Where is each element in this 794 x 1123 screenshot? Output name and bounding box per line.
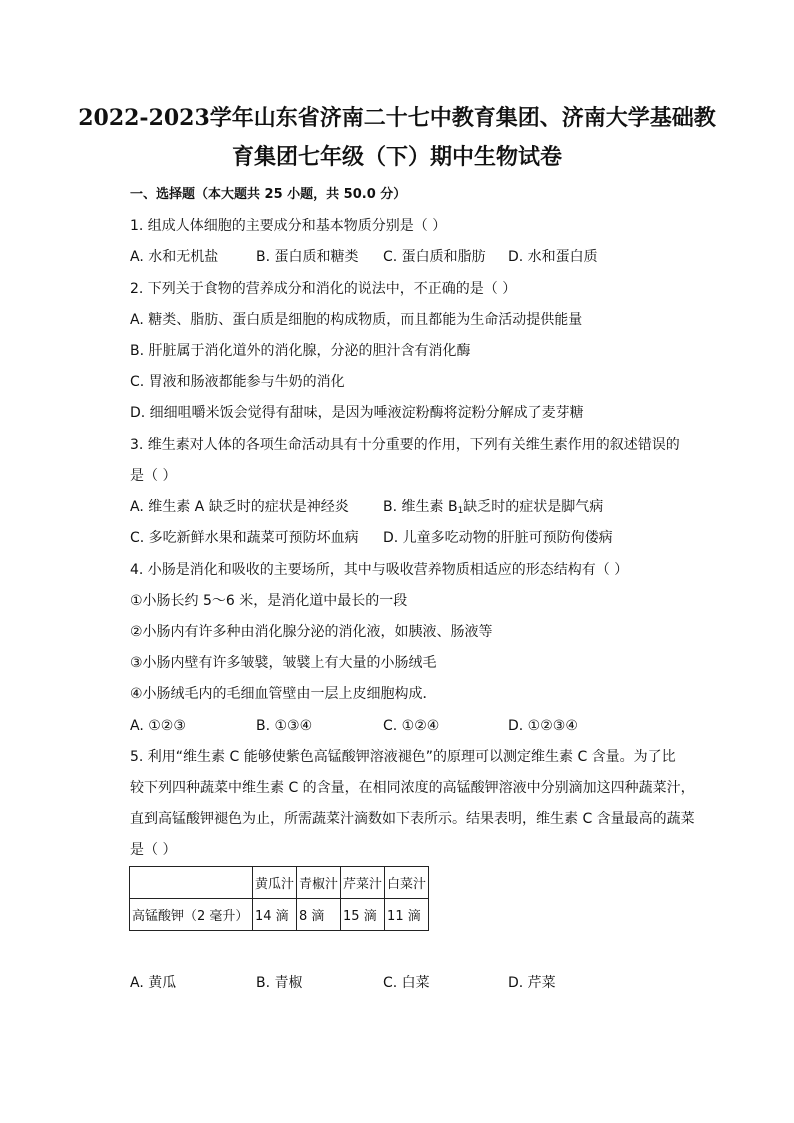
q5-option-b: B. 青椒 <box>256 975 303 991</box>
q4-item-2: ②小肠内有许多种由消化腺分泌的消化液，如胰液、肠液等 <box>130 624 493 640</box>
table-cell: 14 滴 <box>253 899 297 931</box>
section-heading: 一、选择题（本大题共 25 小题，共 50.0 分） <box>130 187 407 202</box>
q4-item-3: ③小肠内壁有许多皱襞，皱襞上有大量的小肠绒毛 <box>130 655 437 671</box>
q1-option-b: B. 蛋白质和糖类 <box>256 249 359 265</box>
q4-option-a: A. ①②③ <box>130 718 186 734</box>
table-header-cell: 芹菜汁 <box>341 867 385 899</box>
q4-option-c: C. ①②④ <box>383 718 440 734</box>
q3-option-d: D. 儿童多吃动物的肝脏可预防佝偻病 <box>383 530 613 546</box>
table-cell: 8 滴 <box>297 899 341 931</box>
question-3-stem-line-2: 是（ ） <box>130 468 177 484</box>
q1-option-c: C. 蛋白质和脂肪 <box>383 249 486 265</box>
q3-option-b <box>383 497 603 521</box>
q3-option-b-label: B. 维生素 B <box>383 499 458 515</box>
question-2-stem: 2. 下列关于食物的营养成分和消化的说法中，不正确的是（ ） <box>130 281 517 297</box>
table-row <box>130 899 429 931</box>
question-4-stem: 4. 小肠是消化和吸收的主要场所，其中与吸收营养物质相适应的形态结构有（ ） <box>130 562 629 578</box>
q3-option-c: C. 多吃新鲜水果和蔬菜可预防坏血病 <box>130 530 359 546</box>
q5-option-c: C. 白菜 <box>383 975 430 991</box>
q4-option-b: B. ①③④ <box>256 718 313 734</box>
exam-title-line-2: 育集团七年级（下）期中生物试卷 <box>231 144 562 170</box>
q2-option-d: D. 细细咀嚼米饭会觉得有甜味，是因为唾液淀粉酶将淀粉分解成了麦芽糖 <box>130 405 584 421</box>
vitamin-c-drops-table <box>129 866 429 931</box>
q3-option-b-subscript: 1 <box>457 506 464 516</box>
q2-option-a: A. 糖类、脂肪、蛋白质是细胞的构成物质，而且都能为生命活动提供能量 <box>130 312 583 328</box>
table-header-cell: 青椒汁 <box>297 867 341 899</box>
table-header-cell <box>130 867 253 899</box>
table-header-cell: 白菜汁 <box>385 867 429 899</box>
q1-option-d: D. 水和蛋白质 <box>508 249 598 265</box>
question-1-stem: 1. 组成人体细胞的主要成分和基本物质分别是（ ） <box>130 218 447 234</box>
question-3-stem-line-1: 3. 维生素对人体的各项生命活动具有十分重要的作用，下列有关维生素作用的叙述错误的 <box>130 437 680 453</box>
table-header-cell: 黄瓜汁 <box>253 867 297 899</box>
table-cell: 15 滴 <box>341 899 385 931</box>
question-5-stem-line-1: 5. 利用“维生素 C 能够使紫色高锰酸钾溶液褪色”的原理可以测定维生素 C 含量。为了比 <box>130 749 676 765</box>
question-5-stem-line-2: 较下列四种蔬菜中维生素 C 的含量，在相同浓度的高锰酸钾溶液中分别滴加这四种蔬菜汁， <box>130 780 695 796</box>
q5-option-a: A. 黄瓜 <box>130 975 177 991</box>
table-header-row <box>130 867 429 899</box>
question-5-stem-line-3: 直到高锰酸钾褪色为止，所需蔬菜汁滴数如下表所示。结果表明，维生素 C 含量最高的蔬菜 <box>130 811 695 827</box>
exam-title-line-1: 2022-2023学年山东省济南二十七中教育集团、济南大学基础教 <box>78 105 716 131</box>
q3-option-b-rest: 缺乏时的症状是脚气病 <box>463 499 604 515</box>
q4-option-d: D. ①②③④ <box>508 718 578 734</box>
question-5-stem-line-4: 是（ ） <box>130 842 177 858</box>
q2-option-b: B. 肝脏属于消化道外的消化腺，分泌的胆汁含有消化酶 <box>130 343 471 359</box>
q4-item-1: ①小肠长约 5～6 米，是消化道中最长的一段 <box>130 593 408 609</box>
table-cell: 高锰酸钾（2 毫升） <box>130 899 253 931</box>
q1-option-a: A. 水和无机盐 <box>130 249 219 265</box>
table-cell: 11 滴 <box>385 899 429 931</box>
q4-item-4: ④小肠绒毛内的毛细血管壁由一层上皮细胞构成． <box>130 686 437 702</box>
q3-option-a: A. 维生素 A 缺乏时的症状是神经炎 <box>130 499 349 515</box>
q2-option-c: C. 胃液和肠液都能参与牛奶的消化 <box>130 374 345 390</box>
q5-option-d: D. 芹菜 <box>508 975 556 991</box>
